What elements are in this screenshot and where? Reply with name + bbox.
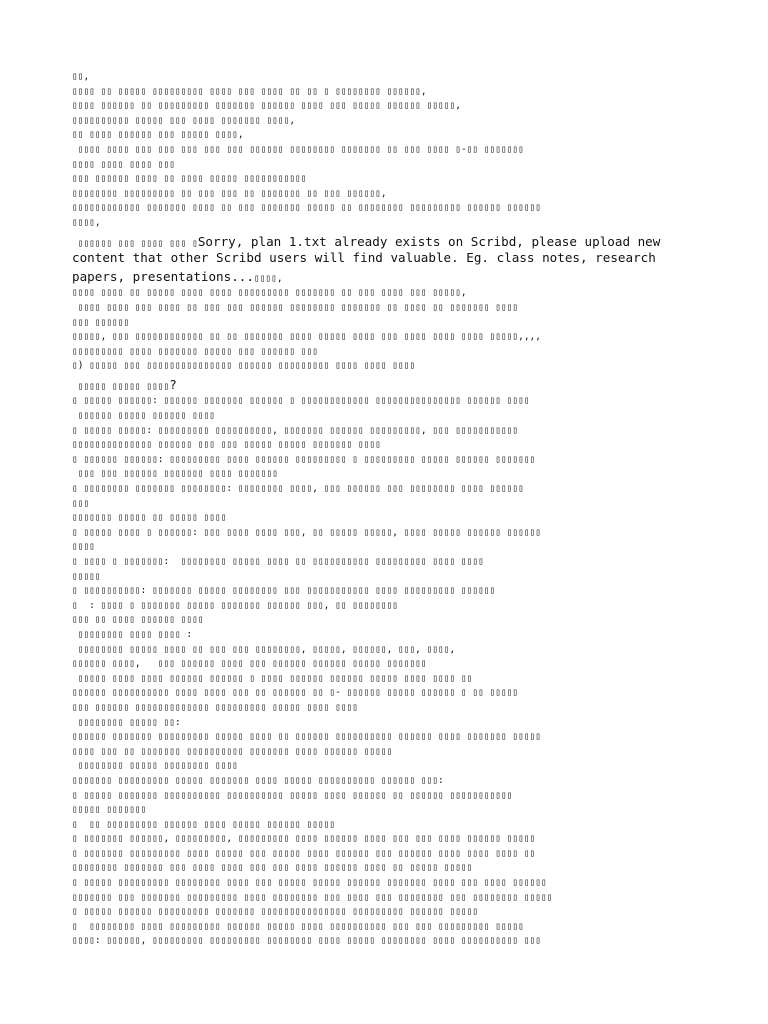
notice-suffix: ▯▯▯▯, [253,272,283,284]
document-body-top [72,70,702,231]
text-line: ▯▯▯▯▯▯▯▯ ▯▯▯▯▯▯▯▯▯ ▯▯ ▯▯▯ ▯▯▯ ▯▯ ▯▯▯▯▯▯▯ ▯▯ ▯▯▯ ▯▯▯▯▯▯, [72,187,387,199]
text-line: ▯▯▯▯▯ ▯▯▯▯▯▯▯ [72,804,147,816]
text-line: ▯▯▯▯▯, ▯▯▯ ▯▯▯▯▯▯▯▯▯▯▯▯ ▯▯ ▯▯ ▯▯▯▯▯▯▯ ▯▯▯▯ ▯▯▯▯▯ ▯▯▯▯ ▯▯▯ ▯▯▯▯ ▯▯▯▯ ▯▯▯▯ ▯▯▯▯▯,,,, [72,331,541,343]
text-line: ▯ ▯▯▯▯▯ ▯▯▯▯▯: ▯▯▯▯▯▯▯▯▯ ▯▯▯▯▯▯▯▯▯▯, ▯▯▯▯▯▯▯ ▯▯▯▯▯▯ ▯▯▯▯▯▯▯▯▯, ▯▯▯ ▯▯▯▯▯▯▯▯▯▯▯ [72,424,519,436]
question-line [72,374,702,395]
text-line: ▯▯▯▯ [72,541,95,553]
text-line: ▯▯▯▯ ▯▯▯▯▯▯ ▯▯ ▯▯▯▯▯▯▯▯▯ ▯▯▯▯▯▯▯ ▯▯▯▯▯▯ ▯▯▯▯ ▯▯▯ ▯▯▯▯▯ ▯▯▯▯▯▯ ▯▯▯▯▯, [72,100,461,112]
question-mark: ? [169,376,177,392]
notice-line-3: papers, presentations... [72,268,254,284]
text-line: ▯▯▯▯, [72,216,101,228]
text-line: ▯▯▯▯▯▯▯▯ ▯▯▯▯▯ ▯▯▯▯▯▯▯▯ ▯▯▯▯ [72,760,238,772]
text-line: ▯▯▯ [72,497,90,509]
text-line: ▯ ▯▯▯▯▯ ▯▯▯▯▯▯: ▯▯▯▯▯▯ ▯▯▯▯▯▯▯ ▯▯▯▯▯▯ ▯ ▯▯▯▯▯▯▯▯▯▯▯▯ ▯▯▯▯▯▯▯▯▯▯▯▯▯▯▯ ▯▯▯▯▯▯ ▯▯▯▯ [72,395,530,407]
text-line: ▯▯▯▯▯▯▯ ▯▯▯ ▯▯▯▯▯▯▯ ▯▯▯▯▯▯▯▯▯ ▯▯▯▯ ▯▯▯▯▯▯▯▯ ▯▯▯ ▯▯▯▯ ▯▯▯ ▯▯▯▯▯▯▯▯ ▯▯▯ ▯▯▯▯▯▯▯▯ ▯▯▯▯▯ [72,891,553,903]
notice-prefix: ▯▯▯▯▯▯ ▯▯▯ ▯▯▯▯ ▯▯▯ ▯ [72,237,198,249]
document-page [72,70,702,949]
text-line: ▯▯, [72,71,90,82]
text-line: ▯ ▯▯▯▯▯ ▯▯▯▯▯▯▯▯▯ ▯▯▯▯▯▯▯▯ ▯▯▯▯ ▯▯▯ ▯▯▯▯▯ ▯▯▯▯▯ ▯▯▯▯▯▯ ▯▯▯▯▯▯▯ ▯▯▯▯ ▯▯▯ ▯▯▯▯ ▯▯▯▯▯▯ [72,877,547,889]
text-line: ▯▯▯▯: ▯▯▯▯▯▯, ▯▯▯▯▯▯▯▯▯ ▯▯▯▯▯▯▯▯▯ ▯▯▯▯▯▯▯▯ ▯▯▯▯ ▯▯▯▯▯ ▯▯▯▯▯▯▯▯ ▯▯▯▯ ▯▯▯▯▯▯▯▯▯▯ ▯▯▯ [72,935,541,947]
text-line: ▯ : ▯▯▯▯ ▯ ▯▯▯▯▯▯▯ ▯▯▯▯▯ ▯▯▯▯▯▯▯ ▯▯▯▯▯▯ ▯▯▯, ▯▯ ▯▯▯▯▯▯▯▯ [72,599,399,611]
text-line: ▯▯▯▯ ▯▯▯▯ ▯▯▯▯ ▯▯▯ [72,158,175,170]
text-line: ▯▯▯ ▯▯ ▯▯▯▯ ▯▯▯▯▯▯ ▯▯▯▯ [72,614,204,626]
text-line: ▯▯▯▯ ▯▯▯▯ ▯▯ ▯▯▯▯▯ ▯▯▯▯ ▯▯▯▯ ▯▯▯▯▯▯▯▯▯ ▯▯▯▯▯▯▯ ▯▯ ▯▯▯ ▯▯▯▯ ▯▯▯ ▯▯▯▯▯, [72,287,467,299]
text-line: ▯▯▯▯▯▯▯▯ ▯▯▯▯▯ ▯▯▯▯ ▯▯ ▯▯▯ ▯▯▯ ▯▯▯▯▯▯▯▯, ▯▯▯▯▯, ▯▯▯▯▯▯, ▯▯▯, ▯▯▯▯, [72,643,456,655]
text-line: ▯ ▯▯▯▯▯▯▯▯ ▯▯▯▯▯▯▯ ▯▯▯▯▯▯▯▯: ▯▯▯▯▯▯▯▯ ▯▯▯▯, ▯▯▯ ▯▯▯▯▯▯ ▯▯▯ ▯▯▯▯▯▯▯▯ ▯▯▯▯ ▯▯▯▯▯▯ [72,483,524,495]
text-line: ▯ ▯▯▯▯▯▯▯ ▯▯▯▯▯▯, ▯▯▯▯▯▯▯▯▯, ▯▯▯▯▯▯▯▯▯ ▯▯▯▯ ▯▯▯▯▯▯ ▯▯▯▯ ▯▯▯ ▯▯▯ ▯▯▯▯ ▯▯▯▯▯▯ ▯▯▯▯▯ [72,833,536,845]
text-line: ▯▯▯▯▯▯▯ ▯▯▯▯▯ ▯▯ ▯▯▯▯▯ ▯▯▯▯ [72,512,227,524]
text-line: ▯ ▯▯▯▯ ▯ ▯▯▯▯▯▯▯: ▯▯▯▯▯▯▯▯ ▯▯▯▯▯ ▯▯▯▯ ▯▯ ▯▯▯▯▯▯▯▯▯▯ ▯▯▯▯▯▯▯▯▯ ▯▯▯▯ ▯▯▯▯ [72,556,484,567]
text-line: ▯▯▯▯▯ ▯▯▯▯ ▯▯▯▯ ▯▯▯▯▯▯ ▯▯▯▯▯▯ ▯ ▯▯▯▯ ▯▯▯▯▯▯ ▯▯▯▯▯▯ ▯▯▯▯▯ ▯▯▯▯ ▯▯▯▯ ▯▯ [72,672,473,684]
text-line: ▯▯▯▯▯▯▯▯ ▯▯▯▯ ▯▯▯▯ : [72,628,193,640]
text-line: ▯▯▯▯ ▯▯▯▯ ▯▯▯ ▯▯▯▯ ▯▯ ▯▯▯ ▯▯▯ ▯▯▯▯▯▯ ▯▯▯▯▯▯▯▯ ▯▯▯▯▯▯▯ ▯▯ ▯▯▯▯ ▯▯ ▯▯▯▯▯▯▯ ▯▯▯▯ [72,301,519,313]
text-line: ▯▯▯ ▯▯▯▯▯▯ [72,316,130,328]
text-line: ▯▯▯▯▯▯▯▯ ▯▯▯▯▯▯▯ ▯▯▯ ▯▯▯▯ ▯▯▯▯ ▯▯▯ ▯▯▯ ▯▯▯▯ ▯▯▯▯▯▯ ▯▯▯▯ ▯▯ ▯▯▯▯▯ ▯▯▯▯▯ [72,862,473,874]
text-line: ▯▯▯▯ ▯▯▯▯ ▯▯▯ ▯▯▯ ▯▯▯ ▯▯▯ ▯▯▯ ▯▯▯▯▯▯ ▯▯▯▯▯▯▯▯ ▯▯▯▯▯▯▯ ▯▯ ▯▯▯ ▯▯▯▯ ▯-▯▯ ▯▯▯▯▯▯▯ [72,143,524,155]
text-line: ▯▯▯▯▯▯▯▯▯▯▯▯▯▯ ▯▯▯▯▯▯ ▯▯▯ ▯▯▯ ▯▯▯▯▯ ▯▯▯▯▯ ▯▯▯▯▯▯▯ ▯▯▯▯ [72,439,381,451]
text-line: ▯▯▯▯▯▯▯ ▯▯▯▯▯▯▯▯▯ ▯▯▯▯▯ ▯▯▯▯▯▯▯ ▯▯▯▯ ▯▯▯▯▯ ▯▯▯▯▯▯▯▯▯▯ ▯▯▯▯▯▯ ▯▯▯: [72,774,444,786]
text-line: ▯▯▯ ▯▯▯ ▯▯▯▯▯▯ ▯▯▯▯▯▯▯ ▯▯▯▯ ▯▯▯▯▯▯▯ [72,468,278,480]
text-line: ▯) ▯▯▯▯▯ ▯▯▯ ▯▯▯▯▯▯▯▯▯▯▯▯▯▯▯ ▯▯▯▯▯▯ ▯▯▯▯▯▯▯▯▯ ▯▯▯▯ ▯▯▯▯ ▯▯▯▯ [72,360,416,372]
text-line: ▯▯▯▯▯▯ ▯▯▯▯▯▯▯ ▯▯▯▯▯▯▯▯▯ ▯▯▯▯▯ ▯▯▯▯ ▯▯ ▯▯▯▯▯▯ ▯▯▯▯▯▯▯▯▯▯ ▯▯▯▯▯▯ ▯▯▯▯ ▯▯▯▯▯▯▯ ▯▯▯▯▯ [72,731,541,743]
text-line: ▯▯▯▯ ▯▯▯ ▯▯ ▯▯▯▯▯▯▯ ▯▯▯▯▯▯▯▯▯▯ ▯▯▯▯▯▯▯ ▯▯▯▯ ▯▯▯▯▯▯ ▯▯▯▯▯ [72,745,393,757]
text-line: ▯ ▯▯ ▯▯▯▯▯▯▯▯▯ ▯▯▯▯▯▯ ▯▯▯▯ ▯▯▯▯▯ ▯▯▯▯▯▯ ▯▯▯▯▯ [72,818,336,830]
text-line: ▯ ▯▯▯▯▯ ▯▯▯▯ ▯ ▯▯▯▯▯▯: ▯▯▯ ▯▯▯▯ ▯▯▯▯ ▯▯▯, ▯▯ ▯▯▯▯▯ ▯▯▯▯▯, ▯▯▯▯ ▯▯▯▯▯ ▯▯▯▯▯▯ ▯▯▯▯▯▯ [72,526,541,538]
text-line: ▯▯▯▯▯▯▯▯▯ ▯▯▯▯ ▯▯▯▯▯▯▯ ▯▯▯▯▯ ▯▯▯ ▯▯▯▯▯▯ ▯▯▯ [72,345,318,357]
text-line: ▯ ▯▯▯▯▯▯ ▯▯▯▯▯▯: ▯▯▯▯▯▯▯▯▯ ▯▯▯▯ ▯▯▯▯▯▯ ▯▯▯▯▯▯▯▯▯ ▯ ▯▯▯▯▯▯▯▯▯ ▯▯▯▯▯ ▯▯▯▯▯▯ ▯▯▯▯▯▯▯ [72,453,536,465]
text-line: ▯▯▯▯▯▯▯▯▯▯▯▯ ▯▯▯▯▯▯▯ ▯▯▯▯ ▯▯ ▯▯▯ ▯▯▯▯▯▯▯ ▯▯▯▯▯ ▯▯ ▯▯▯▯▯▯▯▯ ▯▯▯▯▯▯▯▯▯ ▯▯▯▯▯▯ ▯▯▯▯▯▯ [72,202,541,214]
text-line: ▯▯▯ ▯▯▯▯▯▯ ▯▯▯▯▯▯▯▯▯▯▯▯▯ ▯▯▯▯▯▯▯▯▯ ▯▯▯▯▯ ▯▯▯▯ ▯▯▯▯ [72,701,358,713]
text-line: ▯ ▯▯▯▯▯ ▯▯▯▯▯▯ ▯▯▯▯▯▯▯▯▯ ▯▯▯▯▯▯▯ ▯▯▯▯▯▯▯▯▯▯▯▯▯▯▯ ▯▯▯▯▯▯▯▯▯ ▯▯▯▯▯▯ ▯▯▯▯▯ [72,906,479,918]
text-line: ▯▯▯▯▯▯▯▯ ▯▯▯▯▯ ▯▯: [72,716,181,728]
document-body-middle [72,286,702,374]
text-line: ▯ ▯▯▯▯▯▯▯▯▯▯: ▯▯▯▯▯▯▯ ▯▯▯▯▯ ▯▯▯▯▯▯▯▯ ▯▯▯ ▯▯▯▯▯▯▯▯▯▯▯ ▯▯▯▯ ▯▯▯▯▯▯▯▯▯ ▯▯▯▯▯▯ [72,585,496,597]
notice-line-1: Sorry, plan 1.txt already exists on Scribd, please upload new [197,233,661,249]
text-line: ▯▯▯▯▯▯ ▯▯▯▯▯ ▯▯▯▯▯▯ ▯▯▯▯ [72,410,216,422]
document-body-bottom [72,394,702,949]
text-line: ▯ ▯▯▯▯▯▯▯▯ ▯▯▯▯ ▯▯▯▯▯▯▯▯▯ ▯▯▯▯▯▯ ▯▯▯▯▯ ▯▯▯▯ ▯▯▯▯▯▯▯▯▯▯ ▯▯▯ ▯▯▯ ▯▯▯▯▯▯▯▯▯ ▯▯▯▯▯ [72,920,524,932]
text-line: ▯▯ ▯▯▯▯ ▯▯▯▯▯▯ ▯▯▯ ▯▯▯▯▯ ▯▯▯▯, [72,129,244,141]
text-line: ▯ ▯▯▯▯▯ ▯▯▯▯▯▯▯ ▯▯▯▯▯▯▯▯▯▯ ▯▯▯▯▯▯▯▯▯▯ ▯▯▯▯▯ ▯▯▯▯ ▯▯▯▯▯▯ ▯▯ ▯▯▯▯▯▯ ▯▯▯▯▯▯▯▯▯▯▯ [72,789,513,801]
text-line: ▯▯▯▯ ▯▯ ▯▯▯▯▯ ▯▯▯▯▯▯▯▯▯ ▯▯▯▯ ▯▯▯ ▯▯▯▯ ▯▯ ▯▯ ▯ ▯▯▯▯▯▯▯▯ ▯▯▯▯▯▯, [72,85,427,97]
text-line: ▯▯▯▯▯▯ ▯▯▯▯▯▯▯▯▯▯ ▯▯▯▯ ▯▯▯▯ ▯▯▯ ▯▯ ▯▯▯▯▯▯ ▯▯ ▯- ▯▯▯▯▯▯ ▯▯▯▯▯ ▯▯▯▯▯▯ ▯ ▯▯ ▯▯▯▯▯ [72,687,519,699]
text-line: ▯ ▯▯▯▯▯▯▯ ▯▯▯▯▯▯▯▯▯ ▯▯▯▯ ▯▯▯▯▯ ▯▯▯ ▯▯▯▯▯ ▯▯▯▯ ▯▯▯▯▯▯ ▯▯▯ ▯▯▯▯▯▯ ▯▯▯▯ ▯▯▯▯ ▯▯▯▯ ▯▯ [72,847,536,859]
question-prefix: ▯▯▯▯▯ ▯▯▯▯▯ ▯▯▯▯ [72,380,170,392]
text-line: ▯▯▯ ▯▯▯▯▯▯ ▯▯▯▯ ▯▯ ▯▯▯▯ ▯▯▯▯▯ ▯▯▯▯▯▯▯▯▯▯▯ [72,173,307,185]
notice-line-2: content that other Scribd users will find valuable. Eg. class notes, research [72,250,656,266]
upload-notice [72,231,702,287]
text-line: ▯▯▯▯▯▯ ▯▯▯▯, ▯▯▯ ▯▯▯▯▯▯ ▯▯▯▯ ▯▯▯ ▯▯▯▯▯▯ ▯▯▯▯▯▯ ▯▯▯▯▯ ▯▯▯▯▯▯▯ [72,658,427,670]
text-line: ▯▯▯▯▯▯▯▯▯▯ ▯▯▯▯▯ ▯▯▯ ▯▯▯▯ ▯▯▯▯▯▯▯ ▯▯▯▯, [72,114,296,126]
text-line: ▯▯▯▯▯ [72,570,101,582]
